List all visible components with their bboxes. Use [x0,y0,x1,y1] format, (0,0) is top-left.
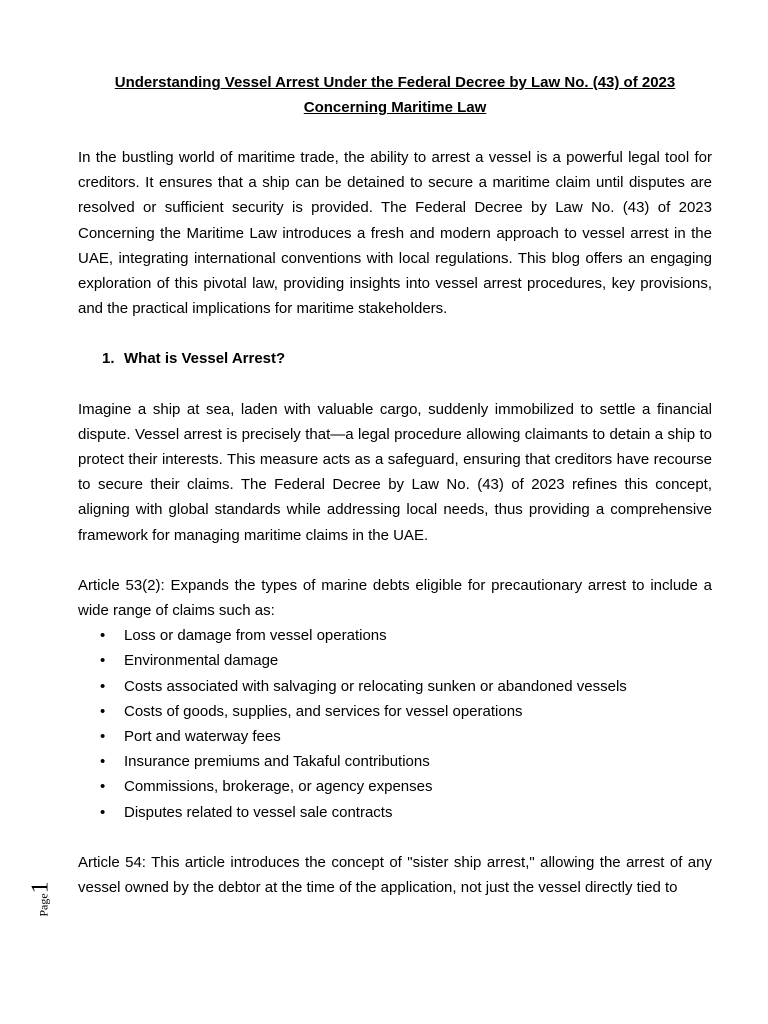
list-item [78,724,712,749]
bullet-icon: • [100,753,106,771]
list-item [78,800,712,825]
article-53-intro: Article 53(2): Expands the types of marine debts eligible for precautionary arrest to include a wide range of claims such as: [78,576,712,620]
list-item [78,699,712,724]
bullet-icon: • [100,803,106,821]
section-heading-text: What is Vessel Arrest? [124,350,286,368]
page-number: 1 [27,881,54,894]
list-item-text: Environmental damage [124,652,279,670]
list-item-text: Costs of goods, supplies, and services for vessel operations [124,702,523,720]
list-item-text: Loss or damage from vessel operations [124,627,387,645]
list-item [78,623,712,648]
list-item [78,749,712,774]
bullet-icon: • [100,677,106,695]
section-heading-what-is-vessel-arrest [78,346,712,371]
bullet-icon: • [100,627,106,645]
bullet-icon: • [100,702,106,720]
page-number-label [26,876,56,922]
list-item [78,774,712,799]
bullet-icon: • [100,778,106,796]
section-number: 1. [102,350,115,368]
list-item-text: Disputes related to vessel sale contracts [124,803,393,821]
document-title [78,70,712,120]
list-item-text: Commissions, brokerage, or agency expenses [124,778,433,796]
vessel-arrest-paragraph: Imagine a ship at sea, laden with valuable cargo, suddenly immobilized to settle a financial dispute. Vessel arrest is precisely that—a legal procedure allowing claimants to detain a ship to protect their interests. This measure acts as a safeguard, ensuring that creditors have recourse to secure their claims. The Federal Decree by Law No. (43) of 2023 refines this concept, aligning with global standards while addressing local needs, thus providing a comprehensive framework for managing maritime claims in the UAE. [78,400,712,544]
title-line-1: Understanding Vessel Arrest Under the Federal Decree by Law No. (43) of 2023 [114,74,676,91]
list-item-text: Insurance premiums and Takaful contributions [124,753,430,771]
page-word: Page [36,893,51,917]
list-item [78,648,712,673]
title-line-2: Concerning Maritime Law [303,99,487,116]
document-page [78,70,712,900]
bullet-icon: • [100,652,106,670]
list-item [78,674,712,699]
intro-paragraph: In the bustling world of maritime trade, the ability to arrest a vessel is a powerful legal tool for creditors. It ensures that a ship can be detained to secure a maritime claim until disputes are resolved or sufficient security is provided. The Federal Decree by Law No. (43) of 2023 Concerning the Maritime Law introduces a fresh and modern approach to vessel arrest in the UAE, integrating international conventions with local regulations. This blog offers an engaging exploration of this pivotal law, providing insights into vessel arrest procedures, key provisions, and the practical implications for maritime stakeholders. [78,149,712,318]
list-item-text: Costs associated with salvaging or relocating sunken or abandoned vessels [124,677,627,695]
bullet-icon: • [100,728,106,746]
article-54-paragraph: Article 54: This article introduces the concept of "sister ship arrest," allowing the arrest of any vessel owned by the debtor at the time of the application, not just the vessel directly tied to [78,853,712,897]
article-53-claims-list [78,623,712,825]
list-item-text: Port and waterway fees [124,728,281,746]
